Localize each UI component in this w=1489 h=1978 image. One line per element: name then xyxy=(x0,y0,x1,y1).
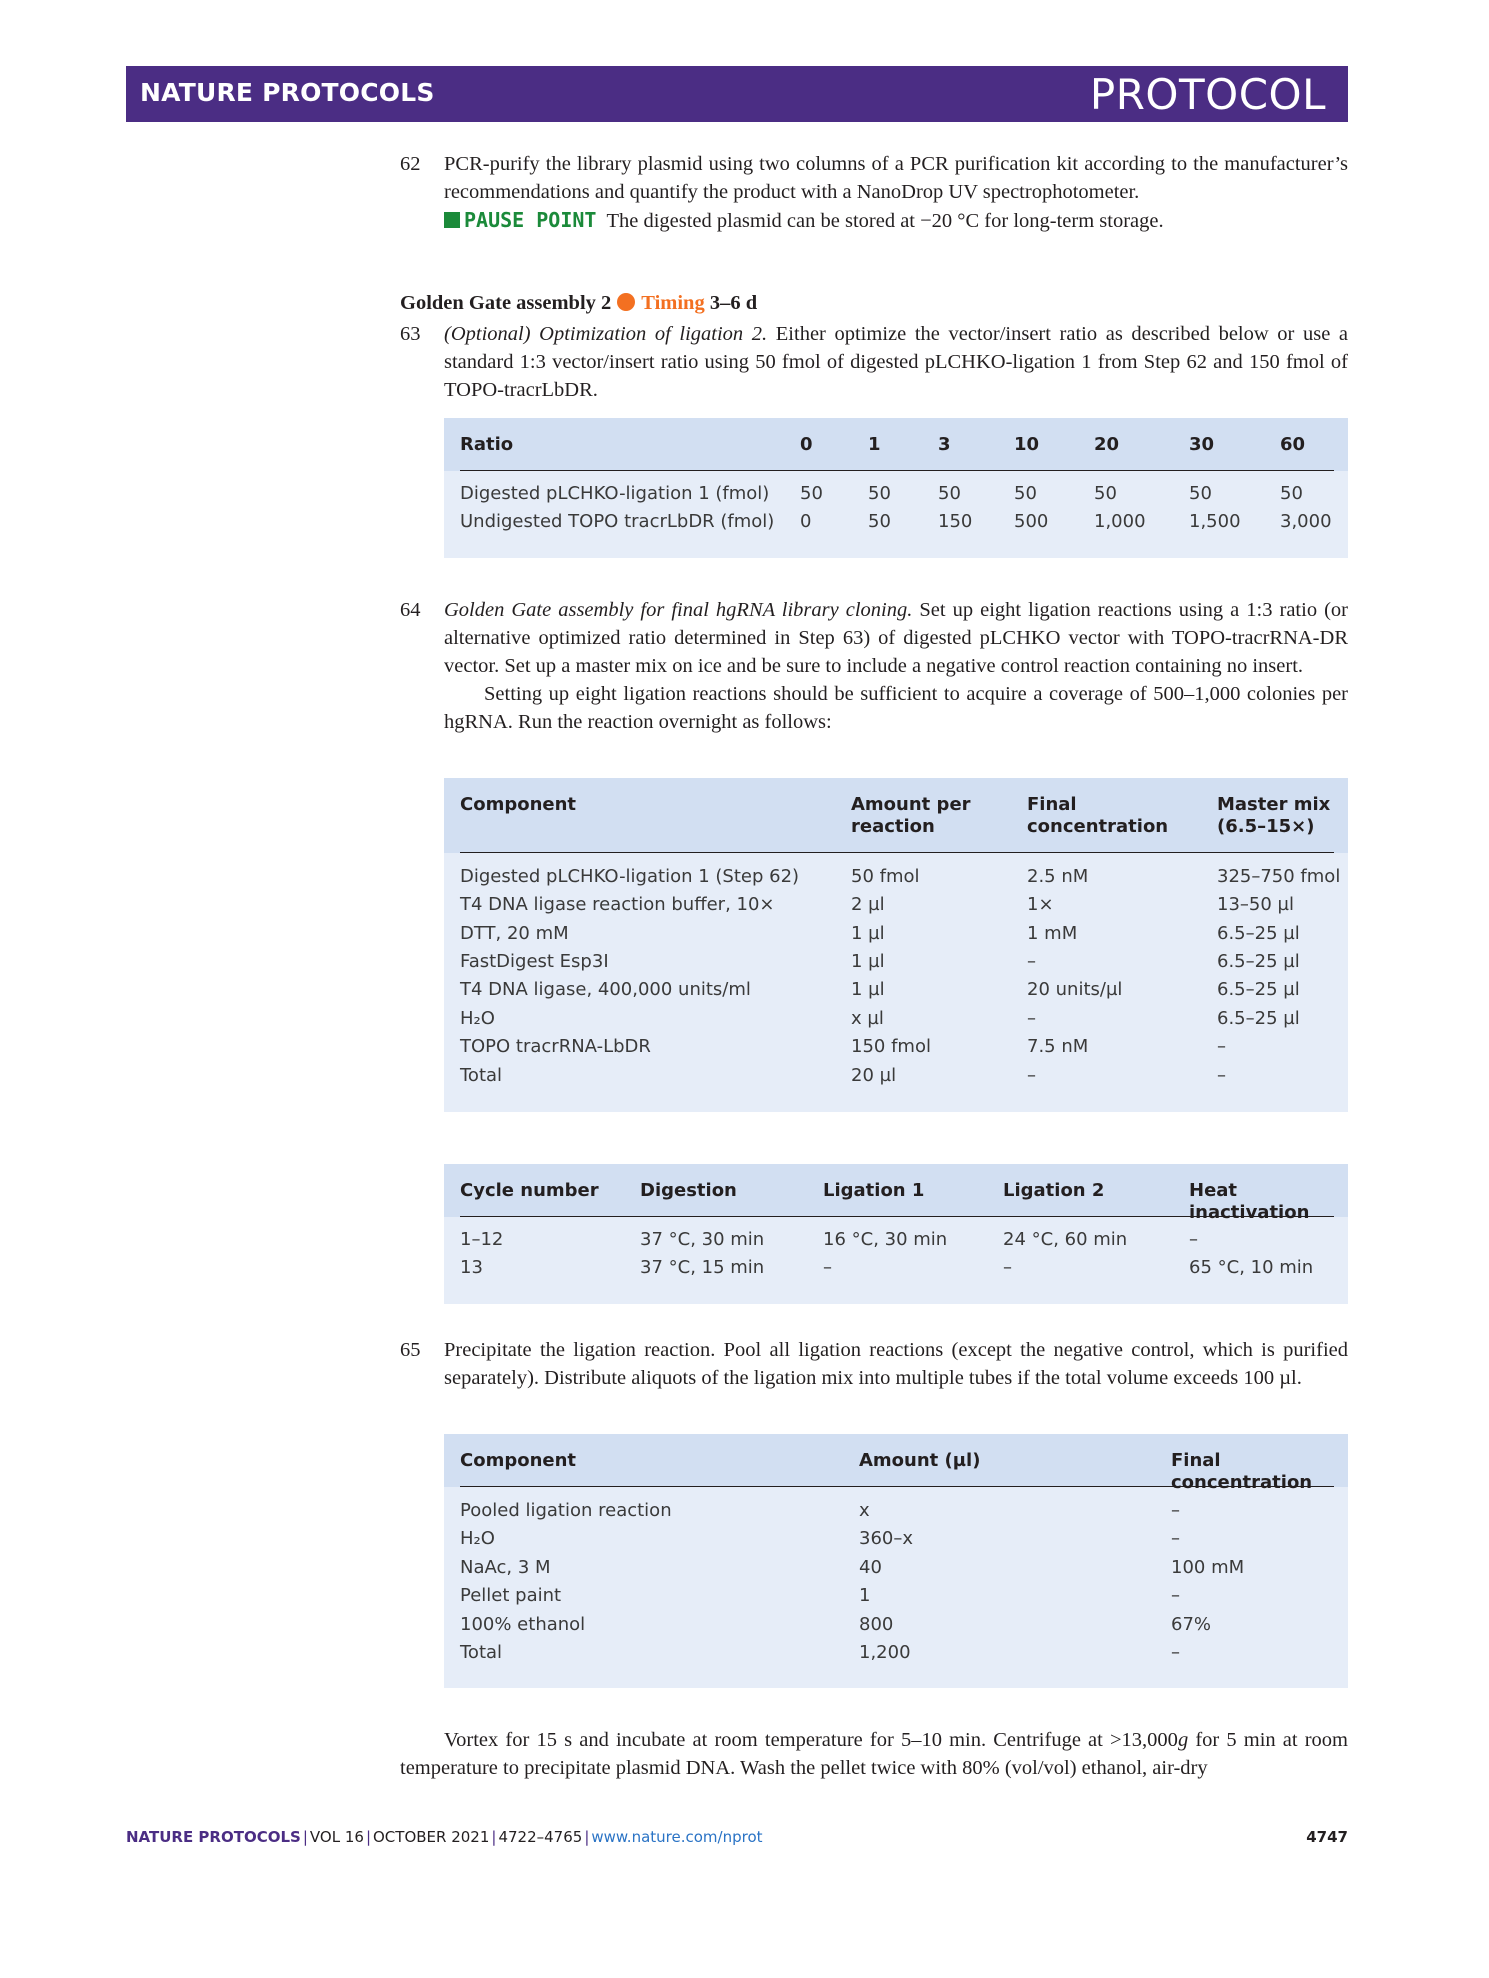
step-number: 64 xyxy=(400,599,421,621)
header-cell: Amount (µl) xyxy=(859,1450,981,1471)
table-cell: – xyxy=(1171,1642,1180,1663)
header-cell: Final xyxy=(1027,794,1077,815)
step-title: Golden Gate assembly for final hgRNA library cloning. xyxy=(444,599,913,621)
table-cell: Total xyxy=(460,1642,503,1663)
table-cell: 1 µl xyxy=(851,923,885,944)
table-cell: 6.5–25 µl xyxy=(1217,951,1300,972)
table-cell: 24 °C, 60 min xyxy=(1003,1229,1128,1250)
table-cell: – xyxy=(1003,1257,1012,1278)
table-cell: 100 mM xyxy=(1171,1557,1245,1578)
step-63 xyxy=(400,320,1348,404)
table-cell: 16 °C, 30 min xyxy=(823,1229,948,1250)
step-text: Setting up eight ligation reactions should be sufficient to acquire a coverage of 500–1,000 colonies per hgRNA. Run the reaction overnight as follows: xyxy=(444,683,1348,733)
table-header xyxy=(444,778,1348,853)
closing-paragraph xyxy=(400,1726,1348,1782)
table-cell: – xyxy=(823,1257,832,1278)
table-cell: 1,500 xyxy=(1189,511,1241,532)
table-cell: Pellet paint xyxy=(460,1585,562,1606)
header-cell: 1 xyxy=(868,434,881,455)
section-title: Golden Gate assembly 2 xyxy=(400,292,612,314)
step-number: 65 xyxy=(400,1339,421,1361)
table-cell: 1 µl xyxy=(851,979,885,1000)
header-cell: reaction xyxy=(851,816,935,837)
table-cell: T4 DNA ligase, 400,000 units/ml xyxy=(460,979,751,1000)
header-cell: concentration xyxy=(1027,816,1169,837)
table-cell: – xyxy=(1217,1036,1226,1057)
table-cell: 800 xyxy=(859,1614,894,1635)
table-cell: 7.5 nM xyxy=(1027,1036,1089,1057)
table-cell: DTT, 20 mM xyxy=(460,923,569,944)
header-cell: 10 xyxy=(1014,434,1040,455)
table-cell: 325–750 fmol xyxy=(1217,866,1341,887)
table-cell: 50 xyxy=(1189,483,1212,504)
journal-header-bar xyxy=(126,66,1348,122)
table-cell: – xyxy=(1171,1500,1180,1521)
page-footer: NATURE PROTOCOLS | VOL 16 | OCTOBER 2021 | 4722–4765 | www.nature.com/nprot 4747 xyxy=(126,1828,1348,1846)
table-cell: 50 fmol xyxy=(851,866,920,887)
table-cell: 6.5–25 µl xyxy=(1217,1008,1300,1029)
step-number: 62 xyxy=(400,153,421,175)
table-cell: 1 xyxy=(859,1585,871,1606)
step-64 xyxy=(400,596,1348,736)
table-cell: H₂O xyxy=(460,1008,495,1029)
pause-point-icon xyxy=(444,212,460,228)
header-cell: Ratio xyxy=(460,434,514,455)
step-paragraph xyxy=(444,320,1348,404)
table-cell: – xyxy=(1027,1008,1036,1029)
table-cell: 67% xyxy=(1171,1614,1212,1635)
table-cell: 50 xyxy=(868,483,891,504)
table-cell: – xyxy=(1217,1065,1226,1086)
header-rule xyxy=(460,1486,1334,1487)
table-cell: 500 xyxy=(1014,511,1049,532)
ratio-table xyxy=(444,418,1348,558)
table-cell: 1–12 xyxy=(460,1229,504,1250)
table-cell: Digested pLCHKO-ligation 1 (fmol) xyxy=(460,483,770,504)
table-cell: 3,000 xyxy=(1280,511,1332,532)
table-cell: Undigested TOPO tracrLbDR (fmol) xyxy=(460,511,775,532)
table-header xyxy=(444,1434,1348,1493)
header-cell: Ligation 1 xyxy=(823,1180,925,1201)
timing-value: 3–6 d xyxy=(709,292,758,314)
pause-point-text: The digested plasmid can be stored at −20 °C for long-term storage. xyxy=(606,210,1164,232)
header-cell: 30 xyxy=(1189,434,1215,455)
header-cell: 3 xyxy=(938,434,951,455)
table-cell: 50 xyxy=(868,511,891,532)
table-cell: 13–50 µl xyxy=(1217,894,1294,915)
thermocycler-table xyxy=(444,1164,1348,1304)
table-cell: 6.5–25 µl xyxy=(1217,923,1300,944)
article-type-label: PROTOCOL xyxy=(1089,70,1326,119)
table-cell: 1 µl xyxy=(851,951,885,972)
table-cell: 2 µl xyxy=(851,894,885,915)
header-cell: Final concentration xyxy=(1171,1450,1313,1493)
table-cell: 100% ethanol xyxy=(460,1614,586,1635)
pause-point-note xyxy=(444,206,1348,235)
footer-pages: 4722–4765 xyxy=(498,1828,583,1846)
table-cell: T4 DNA ligase reaction buffer, 10× xyxy=(460,894,775,915)
footer-journal: NATURE PROTOCOLS xyxy=(126,1828,301,1846)
table-cell: 50 xyxy=(800,483,823,504)
step-paragraph xyxy=(444,596,1348,680)
table-cell: 37 °C, 15 min xyxy=(640,1257,765,1278)
header-rule xyxy=(460,470,1334,471)
table-cell: x µl xyxy=(851,1008,884,1029)
table-cell: 20 units/µl xyxy=(1027,979,1123,1000)
closing-g-unit: g xyxy=(1177,1729,1189,1751)
ligation-mix-table xyxy=(444,778,1348,1112)
table-cell: 1,200 xyxy=(859,1642,911,1663)
step-text: Either optimize the vector/insert ratio as described below or use a standard 1:3 vector/insert ratio using 50 fmol of digested pLCHKO-ligation 1 from Step 62 and 150 fmol of TOPO-tracrLbDR. xyxy=(444,323,1348,401)
pause-point-label: PAUSE POINT xyxy=(464,208,597,232)
step-text: Set up eight ligation reactions using a 1:3 ratio (or alternative optimized ratio determined in Step 63) of digested pLCHKO vector with TOPO-tracrRNA-DR vector. Set up a master mix on ice and be sure to include a negative control reaction containing no insert. xyxy=(444,599,1348,677)
timing-icon xyxy=(617,293,635,311)
table-cell: 150 xyxy=(938,511,973,532)
table-cell: 40 xyxy=(859,1557,882,1578)
closing-text: Vortex for 15 s and incubate at room temperature for 5–10 min. Centrifuge at >13,000 xyxy=(444,1729,1178,1751)
header-cell: (6.5–15×) xyxy=(1217,816,1315,837)
journal-title: NATURE PROTOCOLS xyxy=(140,78,435,107)
table-cell: Digested pLCHKO-ligation 1 (Step 62) xyxy=(460,866,800,887)
footer-date: OCTOBER 2021 xyxy=(373,1828,490,1846)
table-cell: – xyxy=(1171,1585,1180,1606)
header-cell: Digestion xyxy=(640,1180,737,1201)
table-cell: Pooled ligation reaction xyxy=(460,1500,672,1521)
table-cell: – xyxy=(1171,1528,1180,1549)
table-cell: – xyxy=(1027,951,1036,972)
header-cell: 0 xyxy=(800,434,813,455)
header-cell: Component xyxy=(460,794,577,815)
header-cell: Cycle number xyxy=(460,1180,599,1201)
header-cell: Master mix xyxy=(1217,794,1331,815)
table-header xyxy=(444,1164,1348,1223)
table-cell: 13 xyxy=(460,1257,483,1278)
table-cell: 6.5–25 µl xyxy=(1217,979,1300,1000)
table-cell: TOPO tracrRNA-LbDR xyxy=(460,1036,651,1057)
header-cell: 60 xyxy=(1280,434,1306,455)
header-cell: 20 xyxy=(1094,434,1120,455)
table-cell: 50 xyxy=(1094,483,1117,504)
header-rule xyxy=(460,1216,1334,1217)
table-header xyxy=(444,418,1348,471)
table-cell: – xyxy=(1189,1229,1198,1250)
table-cell: 1,000 xyxy=(1094,511,1146,532)
footer-volume: VOL 16 xyxy=(309,1828,364,1846)
table-cell: 50 xyxy=(1014,483,1037,504)
step-title: (Optional) Optimization of ligation 2. xyxy=(444,323,768,345)
header-cell: Amount per xyxy=(851,794,971,815)
table-cell: 37 °C, 30 min xyxy=(640,1229,765,1250)
table-cell: 0 xyxy=(800,511,812,532)
table-cell: Total xyxy=(460,1065,503,1086)
header-cell: Heat inactivation xyxy=(1189,1180,1310,1223)
table-cell: 50 xyxy=(938,483,961,504)
step-62 xyxy=(400,150,1348,235)
step-number: 63 xyxy=(400,323,421,345)
step-65 xyxy=(400,1336,1348,1392)
table-cell: 50 xyxy=(1280,483,1303,504)
table-cell: FastDigest Esp3I xyxy=(460,951,609,972)
step-text: PCR-purify the library plasmid using two columns of a PCR purification kit according to the manufacturer’s recommendations and quantify the product with a NanoDrop UV spectrophotometer. xyxy=(444,153,1348,203)
table-cell: 65 °C, 10 min xyxy=(1189,1257,1314,1278)
precipitation-table xyxy=(444,1434,1348,1688)
timing-label: Timing xyxy=(641,292,705,314)
section-heading xyxy=(400,292,757,315)
page-number: 4747 xyxy=(1306,1828,1348,1846)
table-cell: 2.5 nM xyxy=(1027,866,1089,887)
header-cell: Ligation 2 xyxy=(1003,1180,1105,1201)
table-cell: 360–x xyxy=(859,1528,914,1549)
footer-link[interactable]: www.nature.com/nprot xyxy=(591,1828,763,1846)
table-cell: 150 fmol xyxy=(851,1036,931,1057)
step-text: Precipitate the ligation reaction. Pool all ligation reactions (except the negative control, which is purified separately). Distribute aliquots of the ligation mix into multiple tubes if the total volume exceeds 100 µl. xyxy=(444,1339,1348,1389)
table-cell: H₂O xyxy=(460,1528,495,1549)
table-cell: x xyxy=(859,1500,870,1521)
table-cell: 1× xyxy=(1027,894,1054,915)
table-cell: – xyxy=(1027,1065,1036,1086)
closing-text: for 5 min at room temperature to precipitate plasmid DNA. Wash the pellet twice with 80% (vol/vol) ethanol, air-dry xyxy=(400,1729,1348,1779)
header-rule xyxy=(460,852,1334,853)
table-cell: 20 µl xyxy=(851,1065,897,1086)
table-cell: 1 mM xyxy=(1027,923,1078,944)
table-cell: NaAc, 3 M xyxy=(460,1557,551,1578)
header-cell: Component xyxy=(460,1450,577,1471)
